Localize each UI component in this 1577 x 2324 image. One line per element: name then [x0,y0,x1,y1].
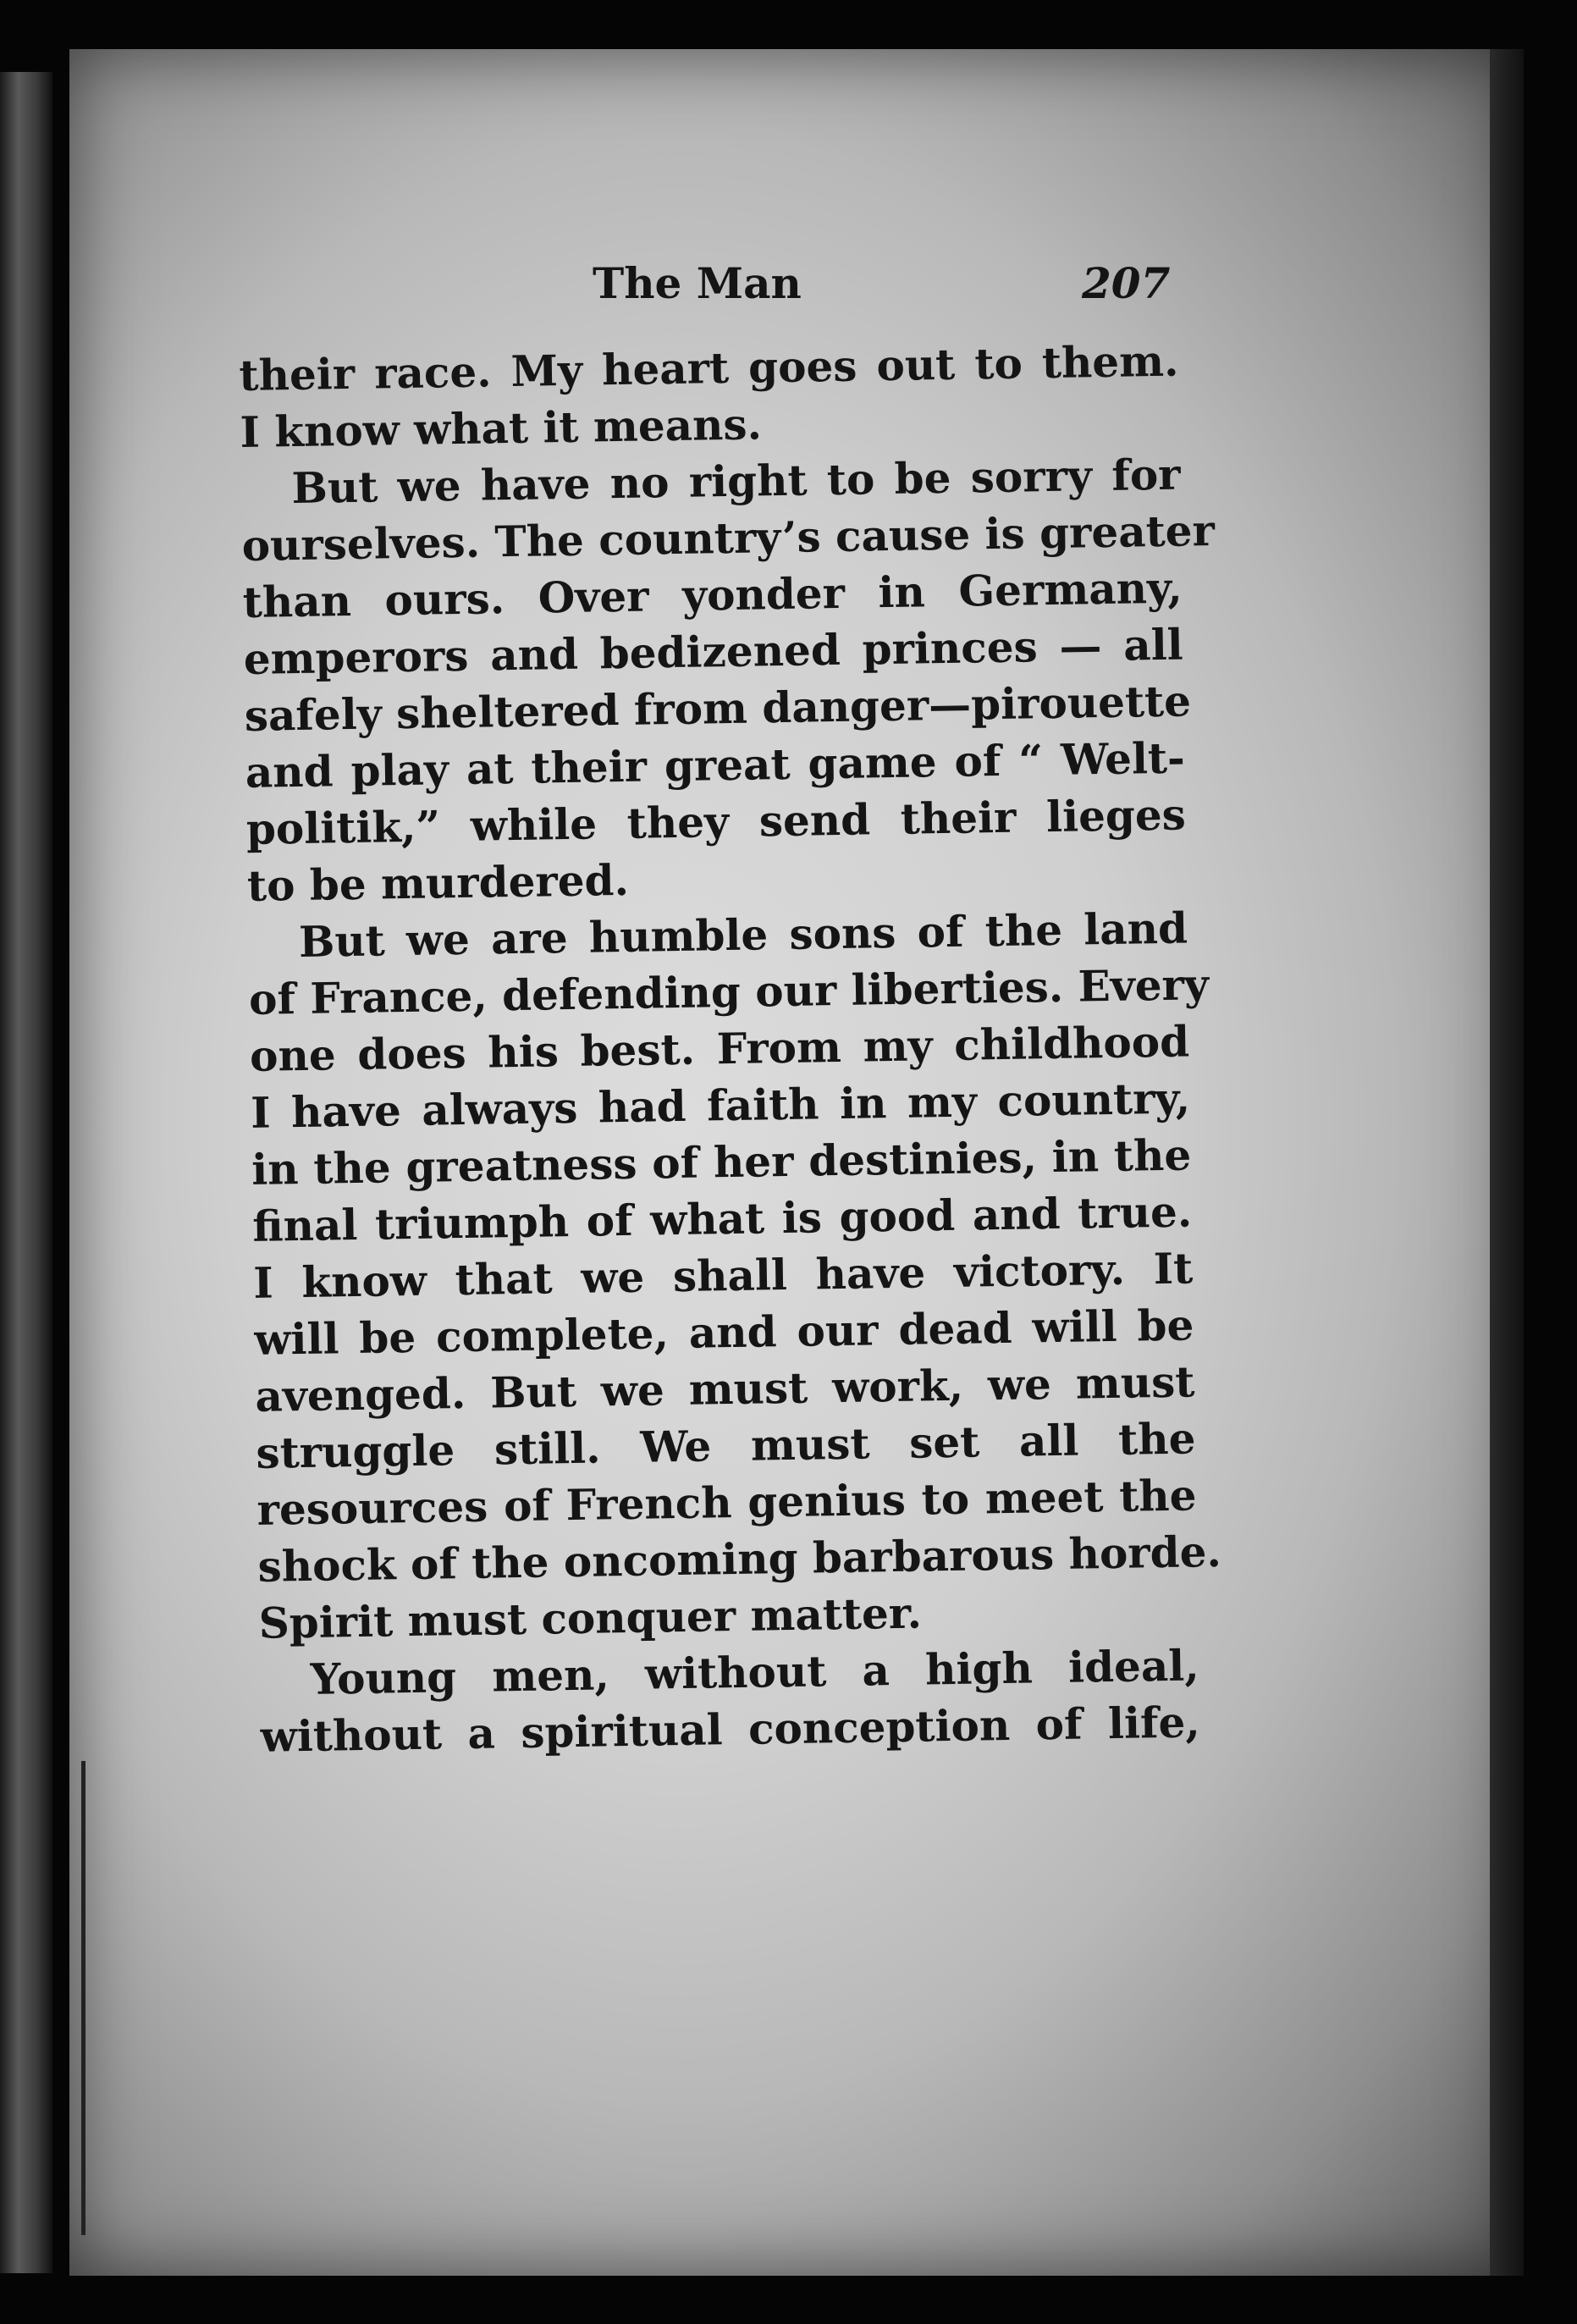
text-line: one does his best. From my childhood [249,1016,1190,1081]
text-line: Young men, without a high ideal, [310,1640,1200,1704]
text-line: will be complete, and our dead will be [253,1300,1194,1365]
text-line: struggle still. We must set all the [256,1413,1196,1478]
text-line: of France, defending our liberties. Every [248,959,1210,1024]
text-line: avenged. But we must work, we must [255,1356,1195,1421]
text-line: I know what it means. [240,399,763,457]
text-line: their race. My heart goes out to them. [239,335,1179,400]
text-line: resources of French genius to meet the [256,1470,1197,1535]
text-line: shock of the oncoming barbarous horde. [257,1526,1222,1592]
running-title: The Man [593,258,802,308]
text-line: in the greatness of her destinies, in the [251,1129,1192,1195]
text-line: But we are humble sons of the land [298,903,1188,967]
text-line: without a spiritual conception of life, [260,1697,1201,1762]
text-line: But we have no right to be sorry for [291,449,1181,514]
text-line: and play at their great game of “ Welt- [245,732,1186,798]
text-line: final triumph of what is good and true. [251,1186,1193,1251]
facing-page-edge [0,72,52,2273]
text-line: ourselves. The country’s cause is greater [241,505,1216,571]
text-line: emperors and bedizened princes — all [243,619,1184,684]
page-number: 207 [1082,258,1171,308]
text-line: Spirit must conquer matter. [258,1587,923,1648]
page-header [593,258,1171,317]
text-line: politik,” while they send their lieges [245,789,1187,854]
text-line: to be murdered. [246,854,630,911]
body-text [239,333,1222,1765]
page-right-edge [1490,49,1524,2276]
text-line: I have always had faith in my country, [250,1073,1191,1138]
text-line: safely sheltered from danger—pirouette [244,676,1192,741]
text-line: I know that we shall have victory. It [252,1243,1194,1308]
binding-shadow-line [81,1761,85,2235]
text-line: than ours. Over yonder in Germany, [242,562,1183,627]
